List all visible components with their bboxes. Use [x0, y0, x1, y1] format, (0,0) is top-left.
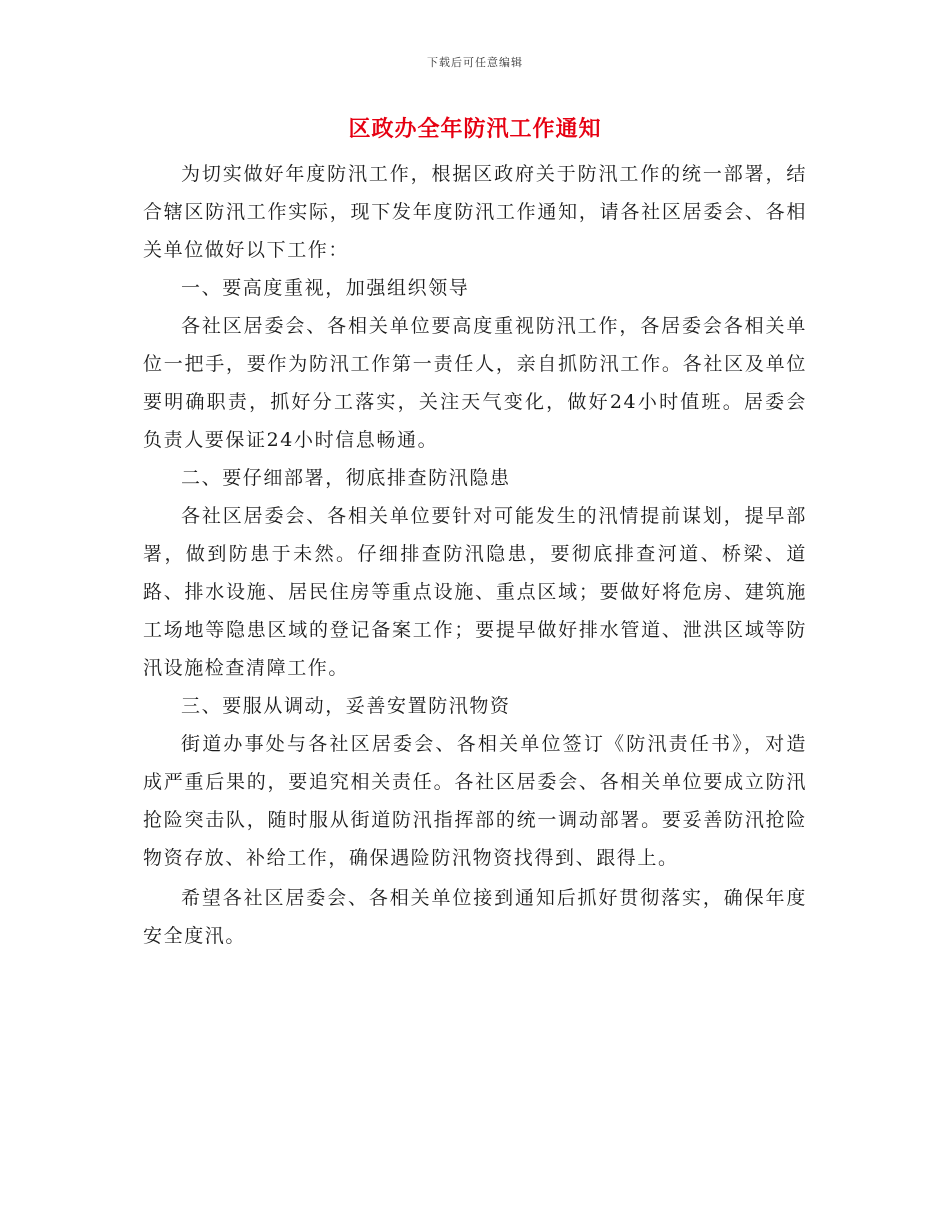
- section-heading-3: 三、要服从调动，妥善安置防汛物资: [181, 695, 511, 717]
- intro-paragraph: 为切实做好年度防汛工作，根据区政府关于防汛工作的统一部署，结合辖区防汛工作实际，现下发年度防汛工作通知，请各社区居委会、各相关单位做好以下工作：: [143, 163, 807, 261]
- section-heading-1: 一、要高度重视，加强组织领导: [181, 277, 470, 299]
- document-title: 区政办全年防汛工作通知: [348, 116, 602, 142]
- section-paragraph-3: 街道办事处与各社区居委会、各相关单位签订《防汛责任书》，对造成严重后果的，要追究相关责任。各社区居委会、各相关单位要成立防汛抢险突击队，随时服从街道防汛指挥部的统一调动部署。要妥善防汛抢险物资存放、补给工作，确保遇险防汛物资找得到、跟得上。: [143, 733, 807, 869]
- closing-paragraph: 希望各社区居委会、各相关单位接到通知后抓好贯彻落实，确保年度安全度汛。: [143, 887, 807, 947]
- section-paragraph-2: 各社区居委会、各相关单位要针对可能发生的汛情提前谋划，提早部署，做到防患于未然。仔细排查防汛隐患，要彻底排查河道、桥梁、道路、排水设施、居民住房等重点设施、重点区域；要做好将危房、建筑施工场地等隐患区域的登记备案工作；要提早做好排水管道、泄洪区域等防汛设施检查清障工作。: [143, 505, 807, 679]
- section-heading-2: 二、要仔细部署，彻底排查防汛隐患: [181, 467, 511, 489]
- document-body: [143, 155, 807, 955]
- header-note: 下载后可任意编辑: [427, 56, 523, 69]
- section-paragraph-1: 各社区居委会、各相关单位要高度重视防汛工作，各居委会各相关单位一把手，要作为防汛工作第一责任人，亲自抓防汛工作。各社区及单位要明确职责，抓好分工落实，关注天气变化，做好24小时值班。居委会负责人要保证24小时信息畅通。: [143, 315, 807, 451]
